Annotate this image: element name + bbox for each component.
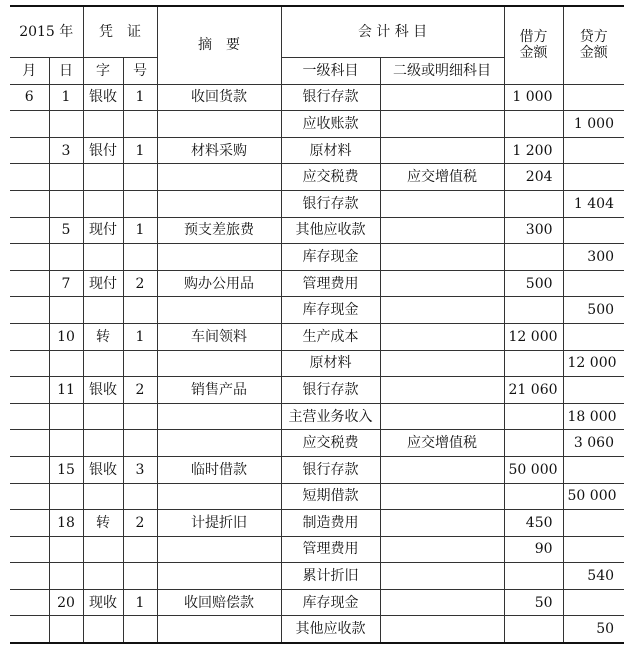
table-row: [10, 456, 624, 483]
cell-month: [10, 377, 49, 404]
cell-debit: 50 000: [504, 456, 563, 483]
cell-debit: [504, 403, 563, 430]
table-row: [10, 563, 624, 590]
cell-summary: [157, 563, 281, 590]
cell-number: 1: [123, 323, 157, 350]
cell-credit: [563, 536, 624, 563]
cell-account-level1: 原材料: [281, 350, 380, 377]
cell-day: [49, 190, 83, 217]
cell-credit: [563, 164, 624, 191]
cell-account-level2: 应交增值税: [380, 164, 504, 191]
cell-debit: [504, 430, 563, 457]
cell-summary: [157, 350, 281, 377]
cell-month: [10, 350, 49, 377]
cell-number: 1: [123, 137, 157, 164]
cell-day: 11: [49, 377, 83, 404]
cell-day: [49, 244, 83, 271]
cell-month: [10, 164, 49, 191]
cell-number: [123, 563, 157, 590]
cell-credit: 500: [563, 297, 624, 324]
cell-day: 3: [49, 137, 83, 164]
cell-month: [10, 456, 49, 483]
cell-number: 2: [123, 377, 157, 404]
cell-account-level1: 银行存款: [281, 377, 380, 404]
cell-debit: 450: [504, 510, 563, 537]
cell-credit: [563, 456, 624, 483]
cell-debit: 50: [504, 589, 563, 616]
cell-account-level2: [380, 137, 504, 164]
header-voucher: 凭 证: [83, 6, 157, 58]
cell-word: 银收: [83, 84, 123, 111]
table-row: [10, 536, 624, 563]
cell-account-level2: [380, 270, 504, 297]
cell-word: [83, 297, 123, 324]
cell-day: 7: [49, 270, 83, 297]
cell-summary: [157, 430, 281, 457]
cell-month: [10, 190, 49, 217]
cell-month: [10, 616, 49, 643]
table-row: [10, 137, 624, 164]
cell-day: 10: [49, 323, 83, 350]
cell-account-level1: 其他应收款: [281, 217, 380, 244]
cell-word: 现付: [83, 217, 123, 244]
cell-account-level1: 库存现金: [281, 589, 380, 616]
cell-day: 15: [49, 456, 83, 483]
cell-summary: 计提折旧: [157, 510, 281, 537]
cell-word: 转: [83, 323, 123, 350]
cell-account-level2: 应交增值税: [380, 430, 504, 457]
cell-month: [10, 510, 49, 537]
cell-number: 1: [123, 589, 157, 616]
cell-account-level1: 原材料: [281, 137, 380, 164]
cell-account-level1: 管理费用: [281, 536, 380, 563]
cell-debit: [504, 297, 563, 324]
table-row: [10, 111, 624, 138]
cell-number: [123, 297, 157, 324]
header-day: 日: [49, 58, 83, 85]
cell-credit: [563, 510, 624, 537]
cell-month: [10, 137, 49, 164]
cell-account-level2: [380, 536, 504, 563]
cell-account-level2: [380, 616, 504, 643]
table-row: [10, 270, 624, 297]
cell-word: [83, 483, 123, 510]
table-row: [10, 403, 624, 430]
table-row: [10, 616, 624, 643]
cell-day: [49, 164, 83, 191]
table-row: [10, 589, 624, 616]
cell-day: [49, 430, 83, 457]
cell-word: 银付: [83, 137, 123, 164]
cell-account-level1: 累计折旧: [281, 563, 380, 590]
cell-summary: [157, 403, 281, 430]
cell-day: [49, 563, 83, 590]
cell-debit: 21 060: [504, 377, 563, 404]
cell-account-level2: [380, 217, 504, 244]
cell-month: [10, 297, 49, 324]
cell-account-level1: 银行存款: [281, 190, 380, 217]
cell-number: [123, 483, 157, 510]
cell-debit: 500: [504, 270, 563, 297]
cell-credit: 18 000: [563, 403, 624, 430]
cell-credit: 3 060: [563, 430, 624, 457]
cell-credit: 50 000: [563, 483, 624, 510]
cell-account-level2: [380, 510, 504, 537]
table-row: [10, 217, 624, 244]
table-row: [10, 297, 624, 324]
cell-summary: [157, 297, 281, 324]
table-row: [10, 510, 624, 537]
cell-summary: 材料采购: [157, 137, 281, 164]
cell-day: [49, 111, 83, 138]
cell-summary: 预支差旅费: [157, 217, 281, 244]
cell-word: [83, 536, 123, 563]
cell-day: 20: [49, 589, 83, 616]
cell-credit: 12 000: [563, 350, 624, 377]
cell-word: [83, 616, 123, 643]
cell-account-level1: 应交税费: [281, 430, 380, 457]
cell-summary: [157, 164, 281, 191]
cell-summary: [157, 190, 281, 217]
cell-summary: 收回赔偿款: [157, 589, 281, 616]
cell-number: [123, 244, 157, 271]
table-row: [10, 430, 624, 457]
cell-number: 2: [123, 270, 157, 297]
cell-debit: [504, 563, 563, 590]
header-row-1: [10, 6, 624, 58]
cell-debit: 300: [504, 217, 563, 244]
cell-word: 银收: [83, 456, 123, 483]
header-account: 会 计 科 目: [281, 6, 504, 58]
cell-account-level2: [380, 244, 504, 271]
cell-account-level1: 应交税费: [281, 164, 380, 191]
cell-month: [10, 563, 49, 590]
table-row: [10, 190, 624, 217]
cell-debit: 90: [504, 536, 563, 563]
cell-credit: 1 404: [563, 190, 624, 217]
cell-account-level1: 主营业务收入: [281, 403, 380, 430]
cell-account-level1: 库存现金: [281, 244, 380, 271]
header-year: 2015 年: [10, 6, 83, 58]
journal-body: [10, 84, 624, 643]
cell-summary: [157, 111, 281, 138]
cell-day: [49, 616, 83, 643]
cell-word: 现付: [83, 270, 123, 297]
cell-credit: 300: [563, 244, 624, 271]
cell-month: [10, 111, 49, 138]
cell-account-level2: [380, 190, 504, 217]
table-row: [10, 483, 624, 510]
cell-debit: [504, 350, 563, 377]
table-row: [10, 164, 624, 191]
cell-month: [10, 323, 49, 350]
cell-credit: [563, 84, 624, 111]
cell-credit: [563, 589, 624, 616]
header-number: 号: [123, 58, 157, 85]
header-word: 字: [83, 58, 123, 85]
cell-account-level2: [380, 84, 504, 111]
cell-summary: 收回货款: [157, 84, 281, 111]
cell-account-level1: 银行存款: [281, 456, 380, 483]
cell-debit: 1 200: [504, 137, 563, 164]
table-row: [10, 377, 624, 404]
cell-account-level2: [380, 483, 504, 510]
cell-credit: [563, 270, 624, 297]
cell-word: 现收: [83, 589, 123, 616]
header-level1: 一级科目: [281, 58, 380, 85]
cell-day: [49, 297, 83, 324]
cell-credit: [563, 217, 624, 244]
cell-word: [83, 430, 123, 457]
cell-number: [123, 403, 157, 430]
journal-table-container: [10, 5, 624, 644]
cell-summary: [157, 244, 281, 271]
cell-month: 6: [10, 84, 49, 111]
journal-table: [10, 5, 624, 644]
cell-summary: 临时借款: [157, 456, 281, 483]
cell-month: [10, 589, 49, 616]
cell-credit: 50: [563, 616, 624, 643]
cell-day: [49, 536, 83, 563]
table-row: [10, 244, 624, 271]
cell-number: 1: [123, 217, 157, 244]
cell-credit: [563, 323, 624, 350]
cell-day: 18: [49, 510, 83, 537]
header-summary: 摘 要: [157, 6, 281, 84]
cell-account-level2: [380, 323, 504, 350]
cell-word: [83, 350, 123, 377]
cell-account-level2: [380, 377, 504, 404]
cell-summary: 车间领料: [157, 323, 281, 350]
cell-day: [49, 350, 83, 377]
cell-number: [123, 111, 157, 138]
cell-number: [123, 164, 157, 191]
cell-month: [10, 430, 49, 457]
cell-account-level1: 制造费用: [281, 510, 380, 537]
cell-number: [123, 536, 157, 563]
cell-account-level2: [380, 403, 504, 430]
cell-number: [123, 430, 157, 457]
cell-word: [83, 403, 123, 430]
cell-debit: [504, 244, 563, 271]
cell-credit: [563, 137, 624, 164]
cell-word: [83, 190, 123, 217]
cell-number: 2: [123, 510, 157, 537]
cell-word: 银收: [83, 377, 123, 404]
table-row: [10, 323, 624, 350]
cell-summary: [157, 616, 281, 643]
cell-day: [49, 403, 83, 430]
header-debit: 借方 金额: [504, 6, 563, 84]
cell-day: [49, 483, 83, 510]
cell-account-level1: 其他应收款: [281, 616, 380, 643]
cell-number: [123, 190, 157, 217]
cell-summary: 购办公用品: [157, 270, 281, 297]
cell-debit: [504, 483, 563, 510]
cell-word: [83, 164, 123, 191]
cell-month: [10, 483, 49, 510]
cell-account-level2: [380, 589, 504, 616]
cell-account-level2: [380, 563, 504, 590]
cell-debit: [504, 616, 563, 643]
cell-number: 1: [123, 84, 157, 111]
cell-word: [83, 563, 123, 590]
cell-word: 转: [83, 510, 123, 537]
cell-credit: [563, 377, 624, 404]
cell-day: 5: [49, 217, 83, 244]
table-row: [10, 350, 624, 377]
cell-debit: 204: [504, 164, 563, 191]
cell-account-level2: [380, 297, 504, 324]
cell-account-level1: 应收账款: [281, 111, 380, 138]
cell-word: [83, 244, 123, 271]
cell-number: 3: [123, 456, 157, 483]
cell-day: 1: [49, 84, 83, 111]
cell-account-level2: [380, 111, 504, 138]
cell-number: [123, 616, 157, 643]
cell-credit: 1 000: [563, 111, 624, 138]
cell-month: [10, 536, 49, 563]
cell-summary: [157, 536, 281, 563]
cell-debit: [504, 190, 563, 217]
cell-account-level1: 管理费用: [281, 270, 380, 297]
cell-debit: 1 000: [504, 84, 563, 111]
cell-account-level1: 短期借款: [281, 483, 380, 510]
table-row: [10, 84, 624, 111]
header-level2: 二级或明细科目: [380, 58, 504, 85]
cell-account-level2: [380, 456, 504, 483]
cell-account-level1: 库存现金: [281, 297, 380, 324]
header-credit: 贷方 金额: [563, 6, 624, 84]
cell-number: [123, 350, 157, 377]
cell-debit: 12 000: [504, 323, 563, 350]
cell-word: [83, 111, 123, 138]
cell-month: [10, 403, 49, 430]
header-month: 月: [10, 58, 49, 85]
cell-month: [10, 244, 49, 271]
cell-month: [10, 217, 49, 244]
cell-summary: 销售产品: [157, 377, 281, 404]
cell-summary: [157, 483, 281, 510]
cell-account-level1: 生产成本: [281, 323, 380, 350]
cell-credit: 540: [563, 563, 624, 590]
cell-account-level2: [380, 350, 504, 377]
cell-account-level1: 银行存款: [281, 84, 380, 111]
cell-debit: [504, 111, 563, 138]
cell-month: [10, 270, 49, 297]
